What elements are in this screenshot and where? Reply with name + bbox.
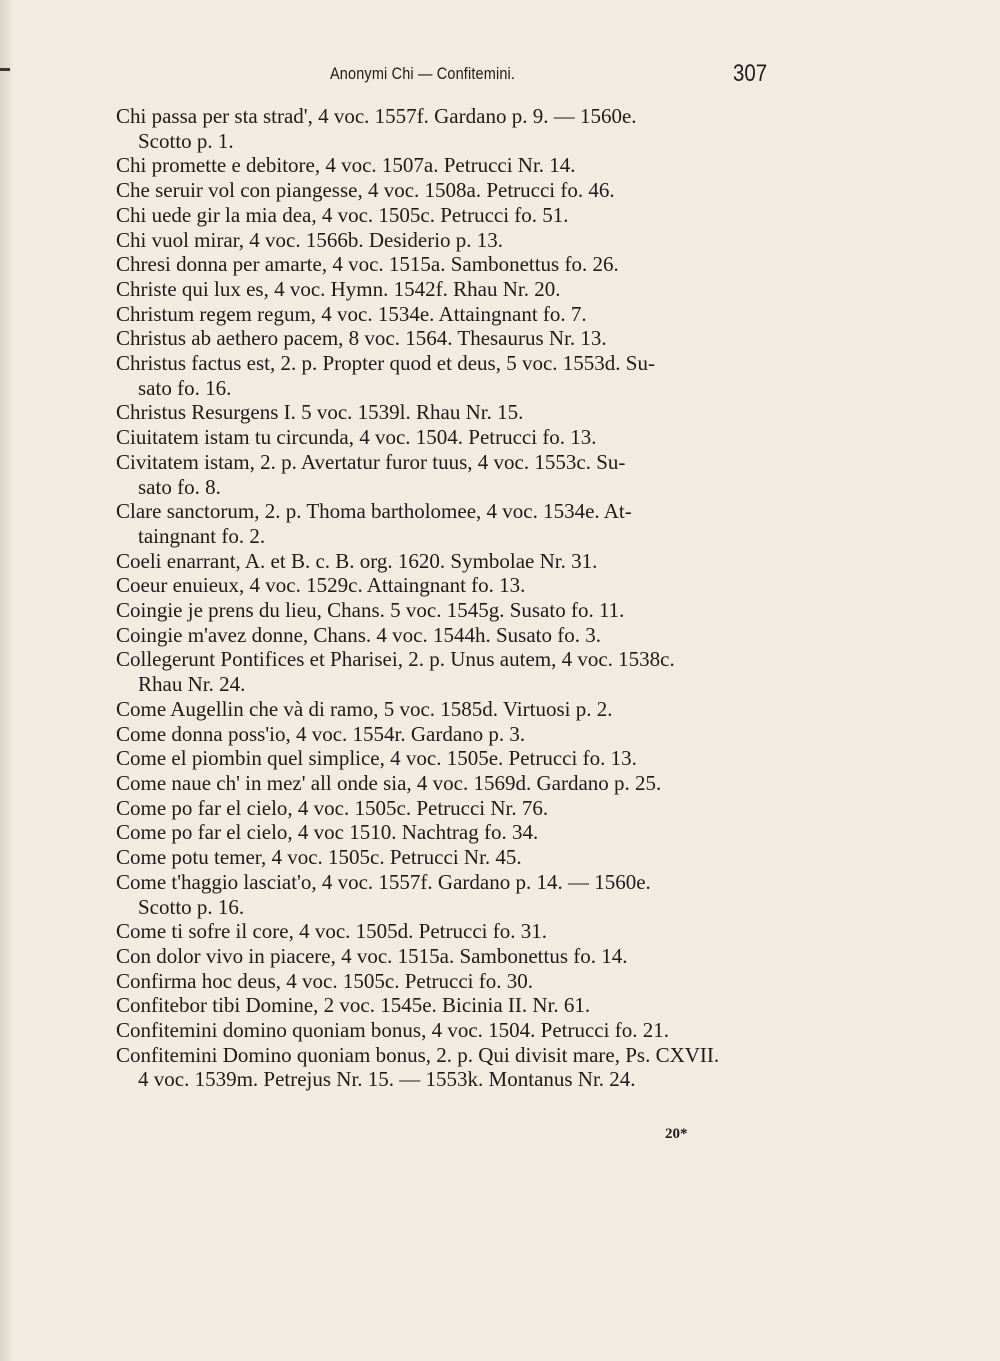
- index-entry: [116, 820, 796, 845]
- index-entry: [116, 178, 796, 203]
- index-entry: [116, 1018, 796, 1043]
- entry-line: Christus Resurgens I. 5 voc. 1539l. Rhau Nr. 15.: [116, 400, 524, 425]
- index-entry: [116, 203, 796, 228]
- entry-line: Coeur enuieux, 4 voc. 1529c. Attaingnant fo. 13.: [116, 573, 526, 598]
- page-edge-shadow: [0, 0, 14, 1361]
- index-entry: [116, 722, 796, 747]
- index-entry: [116, 796, 796, 821]
- entry-line: Come naue ch' in mez' all onde sia, 4 voc. 1569d. Gardano p. 25.: [116, 770, 662, 795]
- entry-line: Coingie m'avez donne, Chans. 4 voc. 1544h. Susato fo. 3.: [116, 622, 601, 647]
- entry-line: Confitemini Domino quoniam bonus, 2. p. Qui divisit mare, Ps. CXVII.: [116, 1042, 720, 1067]
- index-entry: [116, 870, 796, 919]
- entry-line: Che seruir vol con piangesse, 4 voc. 1508a. Petrucci fo. 46.: [116, 178, 615, 203]
- index-entry: [116, 302, 796, 327]
- index-entries: [116, 104, 796, 1092]
- index-entry: [116, 104, 796, 153]
- entry-line: Come ti sofre il core, 4 voc. 1505d. Petrucci fo. 31.: [116, 919, 547, 944]
- index-entry: [116, 499, 796, 548]
- index-entry: [116, 746, 796, 771]
- entry-line: Come donna poss'io, 4 voc. 1554r. Gardano p. 3.: [116, 721, 526, 746]
- entry-line: Chi uede gir la mia dea, 4 voc. 1505c. Petrucci fo. 51.: [116, 202, 569, 227]
- entry-line: Come potu temer, 4 voc. 1505c. Petrucci Nr. 45.: [116, 845, 522, 870]
- index-entry: [116, 647, 796, 696]
- index-entry: [116, 919, 796, 944]
- entry-line: Confirma hoc deus, 4 voc. 1505c. Petrucci fo. 30.: [116, 968, 533, 993]
- entry-line: Ciuitatem istam tu circunda, 4 voc. 1504. Petrucci fo. 13.: [116, 425, 597, 450]
- entry-line: Civitatem istam, 2. p. Avertatur furor tuus, 4 voc. 1553c. Su-: [116, 449, 626, 474]
- entry-continuation-line: 4 voc. 1539m. Petrejus Nr. 15. — 1553k. Montanus Nr. 24.: [138, 1067, 636, 1092]
- signature-mark: 20*: [665, 1126, 688, 1142]
- entry-line: Coeli enarrant, A. et B. c. B. org. 1620. Symbolae Nr. 31.: [116, 548, 598, 573]
- entry-continuation-line: Scotto p. 16.: [138, 894, 245, 919]
- index-entry: [116, 549, 796, 574]
- entry-line: Chi vuol mirar, 4 voc. 1566b. Desiderio p. 13.: [116, 227, 504, 252]
- entry-line: Con dolor vivo in piacere, 4 voc. 1515a. Sambonettus fo. 14.: [116, 943, 628, 968]
- index-entry: [116, 1043, 796, 1092]
- entry-continuation-line: Rhau Nr. 24.: [138, 672, 246, 697]
- entry-line: Collegerunt Pontifices et Pharisei, 2. p. Unus autem, 4 voc. 1538c.: [116, 647, 675, 672]
- index-entry: [116, 326, 796, 351]
- index-entry: [116, 598, 796, 623]
- index-entry: [116, 351, 796, 400]
- entry-continuation-line: taingnant fo. 2.: [138, 523, 266, 548]
- index-entry: [116, 425, 796, 450]
- index-entry: [116, 153, 796, 178]
- entry-line: Chi promette e debitore, 4 voc. 1507a. Petrucci Nr. 14.: [116, 153, 576, 178]
- index-entry: [116, 697, 796, 722]
- index-entry: [116, 252, 796, 277]
- index-entry: [116, 771, 796, 796]
- index-entry: [116, 450, 796, 499]
- entry-continuation-line: sato fo. 16.: [138, 375, 232, 400]
- index-entry: [116, 623, 796, 648]
- entry-line: Chresi donna per amarte, 4 voc. 1515a. Sambonettus fo. 26.: [116, 252, 619, 277]
- index-entry: [116, 400, 796, 425]
- entry-line: Come po far el cielo, 4 voc 1510. Nachtrag fo. 34.: [116, 820, 539, 845]
- entry-line: Come Augellin che và di ramo, 5 voc. 1585d. Virtuosi p. 2.: [116, 696, 613, 721]
- entry-line: Christus factus est, 2. p. Propter quod et deus, 5 voc. 1553d. Su-: [116, 351, 655, 376]
- page-header: [0, 60, 1000, 90]
- index-entry: [116, 277, 796, 302]
- entry-line: Come po far el cielo, 4 voc. 1505c. Petrucci Nr. 76.: [116, 795, 549, 820]
- index-entry: [116, 944, 796, 969]
- running-head: Anonymi Chi — Confitemini.: [330, 64, 516, 83]
- entry-continuation-line: Scotto p. 1.: [138, 128, 234, 153]
- entry-line: Chi passa per sta strad', 4 voc. 1557f. Gardano p. 9. — 1560e.: [116, 104, 637, 128]
- index-entry: [116, 969, 796, 994]
- page-number: 307: [733, 60, 768, 87]
- entry-line: Confitemini domino quoniam bonus, 4 voc. 1504. Petrucci fo. 21.: [116, 1018, 669, 1043]
- entry-line: Clare sanctorum, 2. p. Thoma bartholomee, 4 voc. 1534e. At-: [116, 499, 632, 524]
- index-entry: [116, 228, 796, 253]
- index-entry: [116, 573, 796, 598]
- index-entry: [116, 993, 796, 1018]
- entry-line: Come el piombin quel simplice, 4 voc. 1505e. Petrucci fo. 13.: [116, 746, 637, 771]
- entry-continuation-line: sato fo. 8.: [138, 474, 221, 499]
- entry-line: Christe qui lux es, 4 voc. Hymn. 1542f. Rhau Nr. 20.: [116, 276, 561, 301]
- index-entry: [116, 845, 796, 870]
- entry-line: Come t'haggio lasciat'o, 4 voc. 1557f. Gardano p. 14. — 1560e.: [116, 869, 651, 894]
- entry-line: Christum regem regum, 4 voc. 1534e. Attaingnant fo. 7.: [116, 301, 587, 326]
- entry-line: Confitebor tibi Domine, 2 voc. 1545e. Bicinia II. Nr. 61.: [116, 993, 591, 1018]
- entry-line: Coingie je prens du lieu, Chans. 5 voc. 1545g. Susato fo. 11.: [116, 598, 625, 623]
- entry-line: Christus ab aethero pacem, 8 voc. 1564. Thesaurus Nr. 13.: [116, 326, 607, 351]
